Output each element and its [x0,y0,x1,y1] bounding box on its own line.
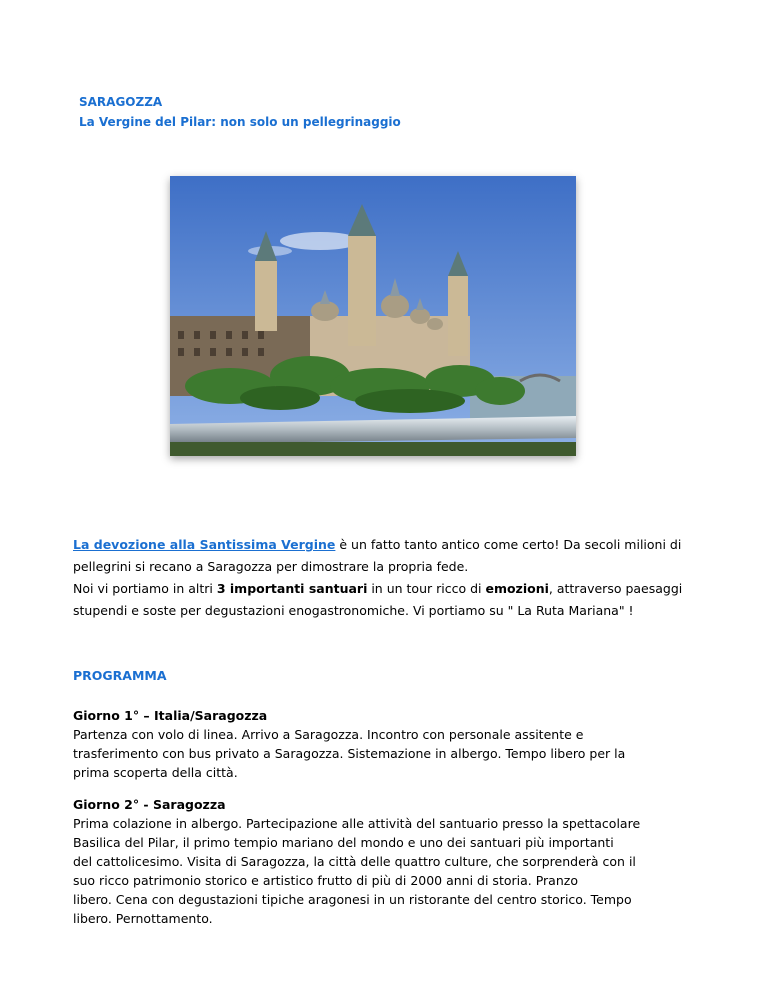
day-1 [73,706,703,782]
intro-line-1 [73,534,713,556]
day-2-line-1: Prima colazione in albergo. Partecipazione alle attività del santuario presso la spettacolare [73,816,641,831]
basilica-photo [170,176,576,456]
emotions-highlight: emozioni [485,581,549,596]
day-2-line-6: libero. Pernottamento. [73,911,213,926]
day-1-line-2: trasferimento con bus privato a Saragozza. Sistemazione in albergo. Tempo libero per la [73,746,626,761]
devotion-link[interactable]: La devozione alla Santissima Vergine [73,537,336,552]
day-2-line-3: del cattolicesimo. Visita di Saragozza, la città delle quattro culture, che sorprenderà con il [73,854,636,869]
intro-line-3-start: Noi vi portiamo in altri [73,581,217,596]
day-1-line-3: prima scoperta della città. [73,765,238,780]
sanctuaries-highlight: 3 importanti santuari [216,581,368,596]
day-2-line-5: libero. Cena con degustazioni tipiche aragonesi in un ristorante del centro storico. Tempo [73,892,632,907]
day-2-heading: Giorno 2° - Saragozza [73,797,226,812]
intro-line-3 [73,578,713,600]
intro-line-3-end: , attraverso paesaggi [548,581,683,596]
intro-line-2: pellegrini si recano a Saragozza per dimostrare la propria fede. [73,559,469,574]
basilica-photo-icon [170,176,576,456]
day-1-line-1: Partenza con volo di linea. Arrivo a Saragozza. Incontro con personale assitente e [73,727,584,742]
document-subtitle: La Vergine del Pilar: non solo un pellegrinaggio [79,115,401,129]
day-2-line-2: Basilica del Pilar, il primo tempio mariano del mondo e uno dei santuari più importanti [73,835,614,850]
day-1-heading: Giorno 1° – Italia/Saragozza [73,708,268,723]
intro-paragraph [73,534,713,622]
intro-line-4: stupendi e soste per degustazioni enogastronomiche. Vi portiamo su " La Ruta Mariana" ! [73,603,634,618]
intro-line-1-rest: è un fatto tanto antico come certo! Da secoli milioni di [335,537,682,552]
intro-line-3-mid: in un tour ricco di [367,581,486,596]
city-title: SARAGOZZA [79,95,163,109]
document-header [79,92,401,132]
day-2 [73,795,703,928]
programma-title: PROGRAMMA [73,668,167,683]
day-2-line-4: suo ricco patrimonio storico e artistico frutto di più di 2000 anni di storia. Pranzo [73,873,578,888]
